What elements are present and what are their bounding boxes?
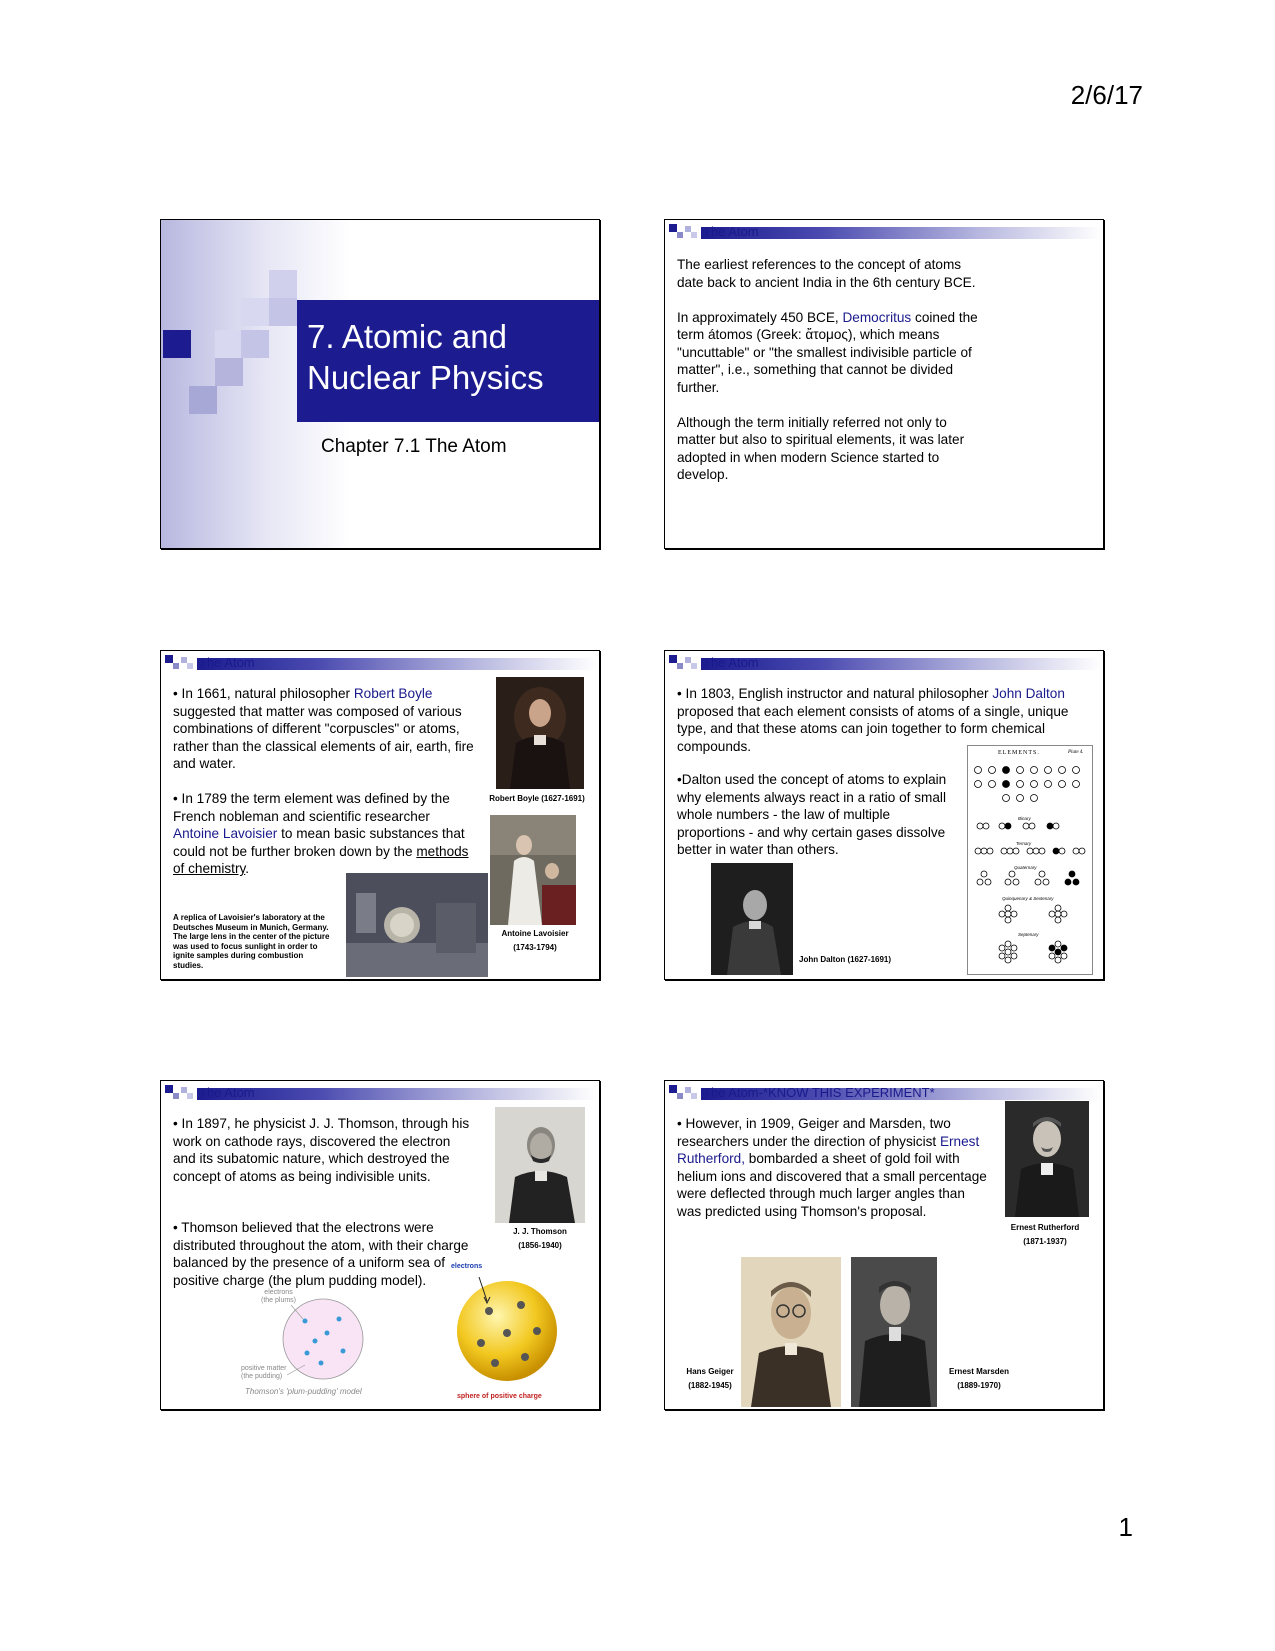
positive-charge-sphere (451, 1271, 563, 1383)
sphere-electrons-label: electrons (451, 1263, 483, 1270)
lavoisier-lab-photo (346, 873, 488, 977)
header-bar (197, 1088, 597, 1100)
paragraph: In approximately 450 BCE, Democritus coined the term átomos (Greek: ἄτομος), which means "uncuttable" or "the smallest indivisible particle of matter", i.e., something that cannot be divided further. (677, 309, 978, 395)
geiger-caption: Hans Geiger (1882-1945) (686, 1367, 734, 1390)
slide-2 (664, 219, 1104, 549)
decor-square (241, 298, 269, 326)
sphere-positive-label: sphere of positive charge (457, 1393, 542, 1400)
geiger-portrait (741, 1257, 841, 1407)
slide-2-title: The Atom (703, 224, 759, 239)
thomson-portrait (495, 1107, 585, 1223)
dalton-portrait (711, 863, 793, 975)
slide-3-title: The Atom (199, 655, 255, 670)
decor-square (165, 1085, 173, 1093)
decor-square (173, 663, 179, 669)
slide-6-bullet: • However, in 1909, Geiger and Marsden, two researchers under the direction of physicist Ernest Rutherford, bombarded a sheet of gold foil with helium ions and discovered that a small percentage were deflected through much larger angles than was predicted using Thomson's proposal. (677, 1116, 987, 1219)
chart-plate: Plate 4. (1068, 750, 1084, 755)
slide-1-title (160, 219, 600, 549)
decor-square (187, 663, 193, 669)
chart-row-label: Septenary (1018, 932, 1039, 937)
bullet: • In 1661, natural philosopher Robert Boyle suggested that matter was composed of various combinations of different "corpuscles" or atoms, rather than the classical elements of air, earth, fire and water. (173, 686, 474, 771)
slide-4 (664, 650, 1104, 980)
lavoisier-link[interactable]: Antoine Lavoisier (173, 826, 278, 841)
slide-2-header (665, 220, 1103, 242)
methods-link[interactable]: methods of chemistry (173, 843, 469, 876)
boyle-portrait (496, 677, 584, 789)
paragraph: Although the term initially referred not only to matter but also to spiritual elements, it was later adopted in when modern Science started to develop. (677, 414, 965, 482)
decor-square (269, 270, 297, 298)
decor-square (669, 1085, 677, 1093)
slide-4-bullet-1: • In 1803, English instructor and natural philosopher John Dalton proposed that each element consists of atoms of a single, unique type, and that these atoms can join together to form chemical compounds. (677, 686, 1069, 754)
page-number: 1 (1118, 1512, 1133, 1542)
marsden-portrait (851, 1257, 937, 1407)
decor-square (165, 655, 173, 663)
decor-square (677, 663, 683, 669)
dalton-caption: John Dalton (1627-1691) (799, 955, 892, 964)
title-line-1: 7. Atomic and (307, 318, 507, 355)
paragraph: The earliest references to the concept of atoms date back to ancient India in the 6th century BCE. (677, 257, 976, 290)
decor-square (669, 655, 677, 663)
decor-square (677, 1093, 683, 1099)
decor-square (215, 330, 243, 358)
chart-row-label: Quinquenary & Sextenary (1002, 896, 1054, 901)
democritus-link[interactable]: Democritus (842, 309, 912, 325)
decor-square (669, 224, 677, 232)
decor-square (189, 386, 217, 414)
slide-4-title: The Atom (703, 655, 759, 670)
boyle-link[interactable]: Robert Boyle (353, 686, 433, 701)
decor-square (163, 330, 191, 358)
decor-square (241, 330, 269, 358)
rutherford-link[interactable]: Ernest Rutherford, (677, 1133, 980, 1166)
lab-caption: A replica of Lavoisier's laboratory at the Deutsches Museum in Munich, Germany. The large lens in the center of the picture was used to focus sunlight in order to ignite samples during combustion studies. (173, 913, 330, 970)
boyle-caption: Robert Boyle (1627-1691) (489, 794, 585, 803)
header-bar (197, 658, 597, 670)
decor-square (691, 1093, 697, 1099)
diagram-caption: Thomson's 'plum-pudding' model (245, 1387, 362, 1396)
header-bar (701, 227, 1101, 239)
lavoisier-portrait (490, 815, 576, 925)
slide-6-title: The Atom-*KNOW THIS EXPERIMENT* (703, 1085, 935, 1100)
decor-square (677, 232, 683, 238)
thomson-caption: J. J. Thomson (1856-1940) (513, 1227, 567, 1250)
slide-5-bullet-1: • In 1897, he physicist J. J. Thomson, through his work on cathode rays, discovered the electron and its subatomic nature, which destroyed the concept of atoms as being indivisible units. (173, 1116, 470, 1184)
decor-square (215, 358, 243, 386)
slide-2-body (677, 256, 982, 484)
decor-square (691, 663, 697, 669)
slide-5-title: The Atom (199, 1085, 255, 1100)
chart-symbols (968, 746, 1092, 974)
bullet: • In 1789 the term element was defined by the French nobleman and scientific researcher Antoine Lavoisier to mean basic substances that could not be further broken down by the methods of chemistry. (173, 791, 469, 876)
slide-4-bullet-2: •Dalton used the concept of atoms to explain why elements always react in a ratio of small whole numbers - the law of multiple proportions - and why certain gases dissolve better in water than others. (677, 772, 947, 857)
chart-row-label: Quaternary (1014, 865, 1037, 870)
page-date: 2/6/17 (1070, 80, 1143, 110)
marsden-caption: Ernest Marsden (1889-1970) (948, 1367, 1010, 1390)
header-bar (701, 658, 1101, 670)
slide-4-header (665, 651, 1103, 673)
lavoisier-caption: Antoine Lavoisier (1743-1794) (501, 929, 569, 952)
diagram-positive-label: positive matter (the pudding) (241, 1365, 287, 1380)
decor-square (269, 298, 297, 326)
chart-row-label: Binary (1018, 816, 1031, 821)
title-line-2: Nuclear Physics (307, 359, 544, 396)
dalton-link[interactable]: John Dalton (992, 686, 1065, 701)
slide-3 (160, 650, 600, 980)
rutherford-caption: Ernest Rutherford (1871-1937) (1010, 1223, 1080, 1246)
slide-5-header (161, 1081, 599, 1103)
dalton-elements-chart (967, 745, 1093, 975)
slide-1-title-text (307, 316, 544, 398)
slide-6 (664, 1080, 1104, 1410)
diagram-electrons-label: electrons (the plums) (261, 1289, 297, 1304)
slide-3-body (173, 685, 475, 878)
chart-row-label: Ternary (1016, 841, 1032, 846)
decor-square (173, 1093, 179, 1099)
slide-6-header (665, 1081, 1103, 1103)
slide-3-header (161, 651, 599, 673)
chart-title: ELEMENTS. (998, 750, 1040, 756)
decor-square (187, 1093, 193, 1099)
slide-5-bullet-2: • Thomson believed that the electrons were distributed throughout the atom, with their charge balanced by the presence of a uniform sea of positive charge (the plum pudding model). (173, 1220, 469, 1288)
rutherford-portrait (1005, 1101, 1089, 1217)
slide-1-subtitle: Chapter 7.1 The Atom (321, 436, 507, 457)
decor-square (691, 232, 697, 238)
slide-5 (160, 1080, 600, 1410)
